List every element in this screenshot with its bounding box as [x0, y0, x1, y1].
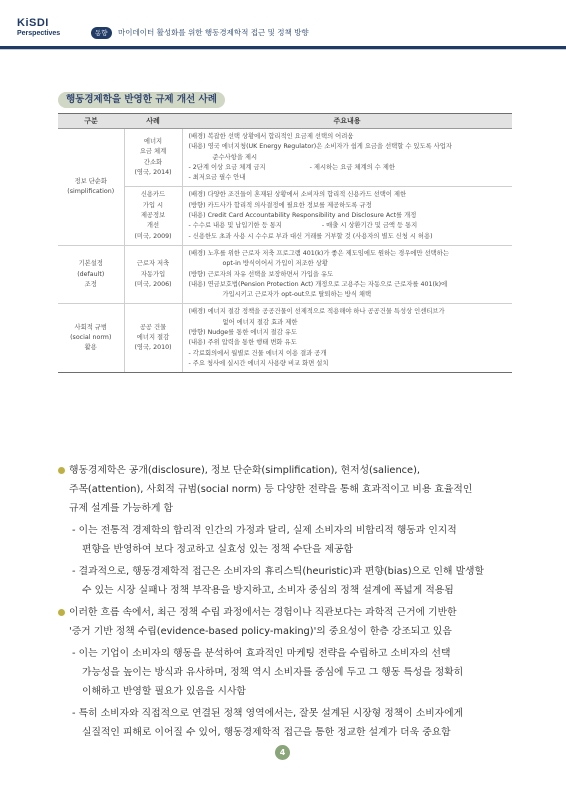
content-cell: (배경) 노후를 위한 근로자 저축 프로그램 401(k)가 좋은 제도임에도 원하는 경우에만 선택하는 opt-in 방식이어서 가입이 저조한 상황 (방향) 근로자의 자유 선택을 보장하면서 가입을 유도 (내용) 연금보호법(Pension Protection Act) 개정으로 고용주는 자동으로 근로자를 401(k)에 가입시키고 근로자가 opt-out으로 탈퇴하는 방식 채택: [182, 245, 512, 303]
table-caption: 행동경제학을 반영한 규제 개선 사례: [58, 92, 225, 108]
header-rule-thin: [0, 49, 566, 50]
case-cell: 신용카드 가입 시 제공정보 개선 (미국, 2009): [124, 187, 182, 245]
table-header-row: [58, 114, 512, 129]
bullet-paragraph: 이러한 흐름 속에서, 최근 정책 수립 과정에서는 경험이나 직관보다는 과학적 근거에 기반한 '증거 기반 정책 수립(evidence-based policy-making)'의 중요성이 한층 강조되고 있음: [58, 603, 518, 641]
page-header: [0, 0, 566, 46]
case-cell: 에너지 요금 체계 간소화 (영국, 2014): [124, 129, 182, 187]
header-title: 마이데이터 활성화를 위한 행동경제학적 접근 및 정책 방향: [118, 28, 309, 37]
header-content: 주요내용: [182, 114, 512, 129]
table-row: [58, 304, 512, 373]
header-category: 구분: [58, 114, 124, 129]
content-cell: (배경) 다양한 조건들이 혼재된 상황에서 소비자의 합리적 신용카드 선택이 제한 (방향) 카드사가 합리적 의사결정에 필요한 정보를 제공하도록 규정 (내용) Credit Card Accountability Responsibility and Disclosure Act를 개정 - 수수료 내용 및 납입기한 등 통지 - 매출 시 상환기간 및 금액 등 통지 - 신용한도 초과 사용 시 수수료 부과 대신 거래를 거부할 것 (사용자의 별도 신청 시 허용): [182, 187, 512, 245]
table-row: [58, 129, 512, 187]
sub-paragraph: - 이는 전통적 경제학의 합리적 인간의 가정과 달리, 실제 소비자의 비합리적 행동과 인지적 편향을 반영하여 보다 정교하고 실효성 있는 정책 수단을 제공함: [72, 525, 457, 555]
logo-main-text: KiSDI: [17, 17, 49, 29]
logo-sub-text: Perspectives: [17, 30, 61, 37]
case-cell: 공공 건물 에너지 절감 (영국, 2010): [124, 304, 182, 373]
header-case: 사례: [124, 114, 182, 129]
sub-paragraph: - 결과적으로, 행동경제학적 접근은 소비자의 휴리스틱(heuristic)과 편향(bias)으로 인해 발생할 수 있는 시장 실패나 정책 부작용을 방지하고, 소비자 중심의 정책 설계에 폭넓게 적용됨: [72, 566, 484, 596]
sub-paragraph: - 이는 기업이 소비자의 행동을 분석하여 효과적인 마케팅 전략을 수립하고 소비자의 선택 가능성을 높이는 방식과 유사하며, 정책 역시 소비자를 중심에 두고 그 행동 특성을 정확히 이해하고 반영할 필요가 있음을 시사함: [72, 648, 464, 697]
table-row: [58, 245, 512, 303]
case-cell: 근로자 저축 자동가입 (미국, 2006): [124, 245, 182, 303]
kisdi-logo: [17, 18, 87, 38]
regulation-table: [58, 113, 512, 373]
page-number: 4: [275, 745, 290, 760]
sub-paragraph: - 특히 소비자와 직접적으로 연결된 정책 영역에서는, 잘못 설계된 시장형 정책이 소비자에게 실질적인 피해로 이어질 수 있어, 행동경제학적 접근을 통한 정교한 설계가 더욱 중요함: [72, 708, 464, 738]
section-badge: 동향: [91, 27, 112, 39]
category-cell: 사회적 규범 (social norm) 활용: [58, 304, 124, 373]
body-text: [58, 461, 518, 745]
category-cell: 정보 단순화 (simplification): [58, 129, 124, 246]
category-cell: 기본설정 (default) 조정: [58, 245, 124, 303]
content-cell: (배경) 복잡한 선택 상황에서 합리적인 요금제 선택의 어려움 (내용) 영국 에너지청(UK Energy Regulator)은 소비자가 쉽게 요금을 선택할 수 있도록 사업자 준수사항을 제시 - 2단계 이상 요금 체계 금지 - 제시하는 요금 체계의 수 제한 - 최저요금 필수 안내: [182, 129, 512, 187]
bullet-dot-icon: [58, 609, 65, 616]
bullet-dot-icon: [58, 467, 65, 474]
bullet-paragraph: 행동경제학은 공개(disclosure), 정보 단순화(simplification), 현저성(salience), 주목(attention), 사회적 규범(social norm) 등 다양한 전략을 통해 효과적이고 비용 효율적인 규제 설계를 가능하게 함: [58, 461, 518, 518]
table-row: [58, 187, 512, 245]
content-cell: (배경) 에너지 절감 정책을 공공건물이 선제적으로 적용해야 하나 공공건물 특성상 인센티브가 없어 에너지 절감 효과 제한 (방향) Nudge를 통한 에너지 절감 유도 (내용) 주위 압력을 통한 행태 변화 유도 - 각료회의에서 월별로 건물 에너지 이용 결과 공개 - 주요 청사에 실시간 에너지 사용량 비교 화면 설치: [182, 304, 512, 373]
